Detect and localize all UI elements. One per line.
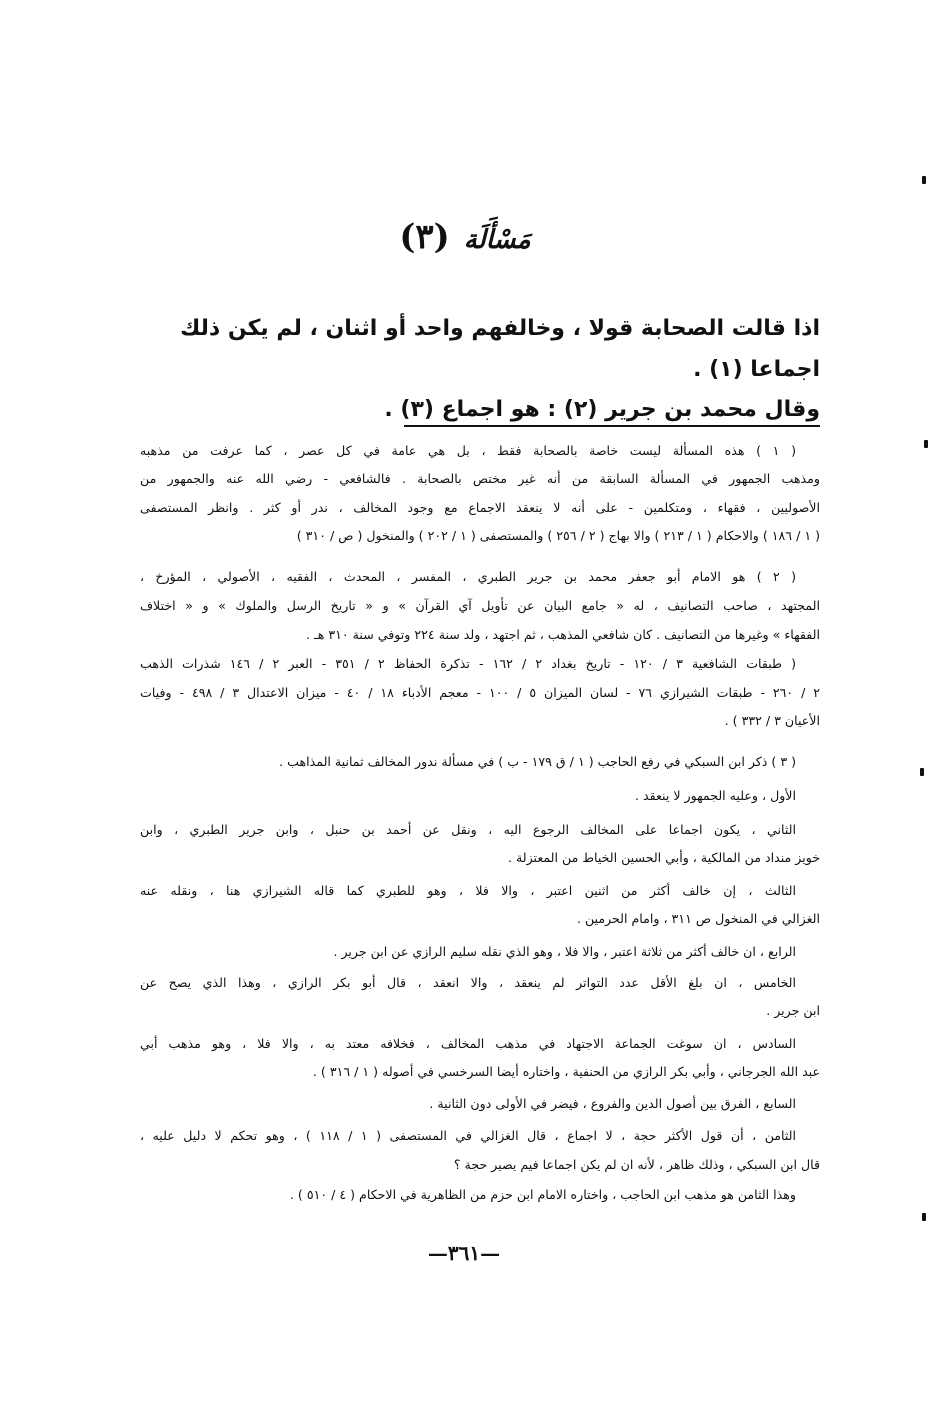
heading-number: (٣) xyxy=(399,217,450,257)
footnote-line: الأعيان ٣ / ٣٣٢ ) . xyxy=(724,713,820,728)
footnote-line: الثالث ، إن خالف أكثر من اثنين اعتبر ، والا فلا ، وهو للطبري كما قاله الشيرازي هنا ، ونقله عنه xyxy=(140,883,796,898)
main-text-line-2: اجماعا (١) . xyxy=(693,357,820,382)
footnote-line: ( طبقات الشافعية ٣ / ١٢٠ - تاريخ بغداد ٢ / ١٦٢ - تذكرة الحفاظ ٢ / ٣٥١ - العبر ٢ / ١٤٦ شذرات الذهب xyxy=(140,656,797,671)
footnote-line: خويز منداد من المالكية ، وأبي الحسين الخياط من المعتزلة . xyxy=(507,850,820,865)
footnote-line: الخامس ، ان بلغ الأقل عدد التواتر لم ينعقد ، والا انعقد ، قال أبو بكر الرازي ، وهذا الذي يصح عن xyxy=(140,975,796,990)
footnote-line: الفقهاء » وغيرها من التصانيف . كان شافعي المذهب ، ثم اجتهد ، ولد سنة ٢٢٤ وتوفي سنة ٣١٠ هـ . xyxy=(306,627,820,642)
footnote-line: الرابع ، ان خالف أكثر من ثلاثة اعتبر ، والا فلا ، وهو الذي نقله سليم الرازي عن ابن جرير . xyxy=(333,944,796,959)
scan-mark xyxy=(922,176,926,184)
footnote-line: قال ابن السبكي ، وذلك ظاهر ، لأنه ان لم يكن اجماعا فيم يصير حجة ؟ xyxy=(453,1157,820,1172)
scan-mark xyxy=(924,440,928,448)
scan-mark xyxy=(920,768,924,776)
footnote-line: ( ٣ ) ذكر ابن السبكي في رفع الحاجب ( ١ / ق ١٧٩ - ب ) في مسألة ندور المخالف ثمانية المذاهب . xyxy=(279,754,796,769)
footnote-line: السادس ، ان سوغت الجماعة الاجتهاد في مذهب المخالف ، فخلافه معتد به ، والا فلا ، وهو مذهب أبي xyxy=(140,1036,796,1051)
footnote-line: ابن جرير . xyxy=(766,1003,820,1018)
footnote-line: ٢ / ٢٦٠ - طبقات الشيرازي ٧٦ - لسان الميزان ٥ / ١٠٠ - معجم الأدباء ١٨ / ٤٠ - ميزان الاعتدال ٣ / ٤٩٨ - وفيات xyxy=(140,685,820,700)
footnote-line: الأول ، وعليه الجمهور لا ينعقد . xyxy=(634,788,796,803)
footnote-line: الأصوليين ، فقهاء ، ومتكلمين - على أنه لا ينعقد الاجماع مع وجود المخالف ، ندر أو كثر . وانظر المستصفى xyxy=(140,500,820,515)
footnote-line: المجتهد ، صاحب التصانيف ، له « جامع البيان عن تأويل آي القرآن » و « تاريخ الرسل والملوك » و « اختلاف xyxy=(140,598,820,613)
main-text-line-1: اذا قالت الصحابة قولا ، وخالفهم واحد أو اثنان ، لم يكن ذلك xyxy=(180,316,820,341)
page-number: —٣٦١— xyxy=(427,1241,501,1265)
footnote-separator xyxy=(404,425,820,427)
main-text-line-3: وقال محمد بن جرير (٢) : هو اجماع (٣) . xyxy=(384,397,820,422)
footnote-line: ( ١ ) هذه المسألة ليست خاصة بالصحابة فقط ، بل هي عامة في كل عصر ، كما عرفت من مذهبه xyxy=(140,443,796,458)
footnote-line: ومذهب الجمهور في المسألة السابقة من أنه غير مختص بالصحابة . فالشافعي - رضي الله عنه والجمهور من xyxy=(140,471,820,486)
footnote-line: عبد الله الجرجاني ، وأبي بكر الرازي من الحنفية ، واختاره أيضا السرخسي في أصوله ( ١ / ٣١٦ ) . xyxy=(312,1064,820,1079)
footnote-line: وهذا الثامن هو مذهب ابن الحاجب ، واختاره الامام ابن حزم من الظاهرية في الاحكام ( ٤ / ٥١٠ ) . xyxy=(289,1187,796,1202)
chapter-heading xyxy=(300,212,630,262)
footnote-line: الثامن ، أن قول الأكثر حجة ، لا اجماع ، قال الغزالي في المستصفى ( ١ / ١١٨ ) ، وهو تحكم لا دليل عليه ، xyxy=(140,1128,797,1143)
footnote-line: السابع ، الفرق بين أصول الدين والفروع ، فيضر في الأولى دون الثانية . xyxy=(429,1096,796,1111)
footnote-line: الغزالي في المنخول ص ٣١١ ، وامام الحرمين . xyxy=(576,911,820,926)
footnote-line: ( ١ / ١٨٦ ) والاحكام ( ١ / ٢١٣ ) والا بهاج ( ٢ / ٢٥٦ ) والمستصفى ( ١ / ٢٠٢ ) والمنخول ( ص / ٣١٠ ) xyxy=(296,528,820,543)
scan-mark xyxy=(922,1213,926,1221)
footnote-line: الثاني ، يكون اجماعا على المخالف الرجوع اليه ، ونقل عن أحمد بن حنبل ، وابن جرير الطبري ، وابن xyxy=(140,822,796,837)
heading-word: مَسْأَلَة xyxy=(463,225,531,255)
footnote-line: ( ٢ ) هو الامام أبو جعفر محمد بن جرير الطبري ، المفسر ، المحدث ، الفقيه ، الأصولي ، المؤرخ ، xyxy=(140,569,796,584)
